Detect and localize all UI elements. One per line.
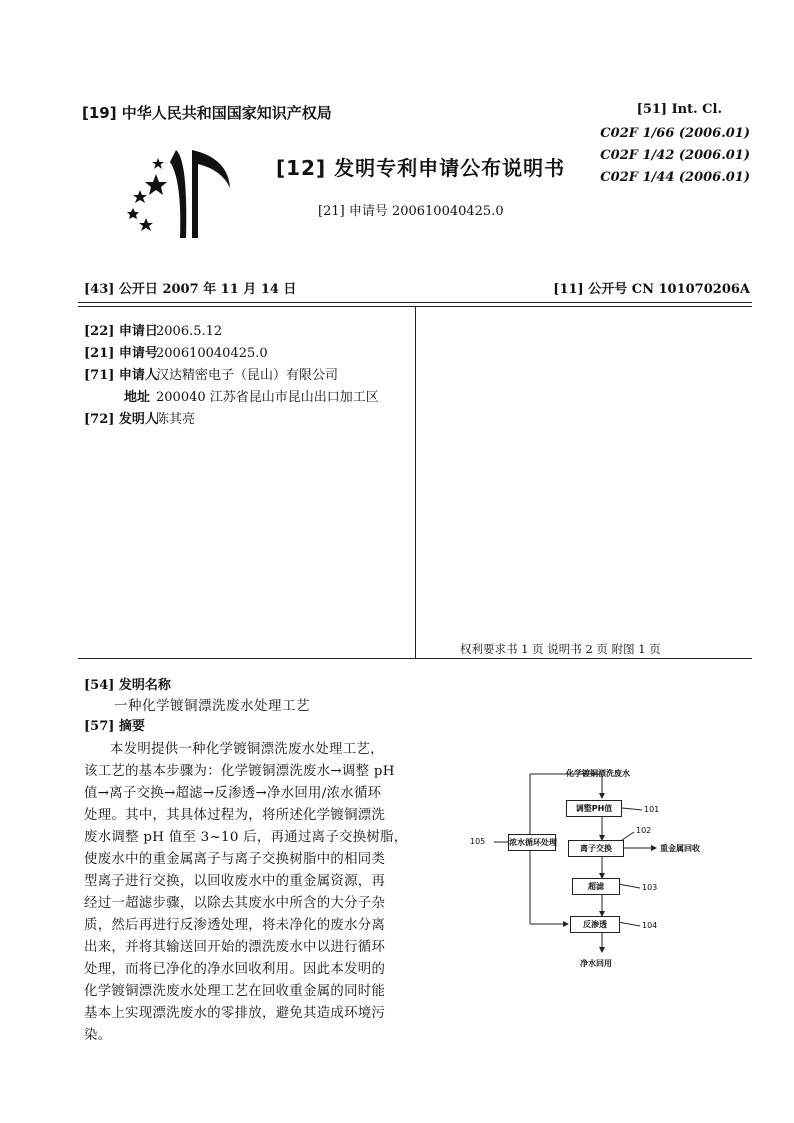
abstract-line: 型离子进行交换，以回收废水中的重金属资源，再 bbox=[84, 874, 386, 889]
star-icon bbox=[145, 174, 167, 195]
flowchart-lines bbox=[470, 760, 750, 975]
star-icon bbox=[152, 158, 164, 169]
applicant-row bbox=[84, 366, 338, 386]
field-value: 汉达精密电子（昆山）有限公司 bbox=[156, 368, 339, 383]
divider bbox=[78, 658, 752, 659]
flow-input-label: 化学镀铜漂洗废水 bbox=[566, 769, 630, 778]
flow-ref-102: 102 bbox=[636, 826, 652, 835]
flow-output-label: 净水回用 bbox=[580, 959, 612, 968]
title-label: [54] 发明名称 bbox=[84, 678, 171, 693]
flow-step-reverse-osmosis: 反渗透 bbox=[570, 916, 620, 933]
ipc-label: [51] Int. Cl. bbox=[636, 102, 722, 117]
field-value: 陈其亮 bbox=[156, 412, 196, 427]
abstract-line: 出来，并将其输送回开始的漂洗废水中以进行循环 bbox=[84, 940, 386, 955]
flow-byproduct-label: 重金属回收 bbox=[660, 844, 700, 853]
inventor-row bbox=[84, 410, 195, 430]
sipo-logo bbox=[118, 140, 248, 250]
ipc-code: C02F 1/42 (2006.01) bbox=[600, 148, 750, 163]
filing-date-row bbox=[84, 322, 222, 342]
flow-ref-103: 103 bbox=[642, 883, 658, 892]
flow-step-ph: 调整PH值 bbox=[566, 800, 622, 817]
ipc-code: C02F 1/44 (2006.01) bbox=[600, 170, 750, 185]
process-flowchart bbox=[470, 760, 750, 975]
divider bbox=[78, 302, 752, 303]
ipc-code: C02F 1/66 (2006.01) bbox=[600, 126, 750, 141]
address-row bbox=[84, 388, 379, 408]
abstract-line: 染。 bbox=[84, 1028, 112, 1043]
field-value: 200040 江苏省昆山市昆山出口加工区 bbox=[156, 390, 379, 405]
star-icon bbox=[133, 190, 147, 203]
abstract-line: 该工艺的基本步骤为：化学镀铜漂洗废水→调整 pH bbox=[84, 764, 395, 779]
abstract-line: 质，然后再进行反渗透处理，将未净化的废水分离 bbox=[84, 918, 386, 933]
star-icon bbox=[127, 208, 139, 219]
field-label: [72] 发明人 bbox=[84, 412, 158, 427]
flow-ref-105: 105 bbox=[470, 837, 486, 846]
field-label: [71] 申请人 bbox=[84, 368, 158, 383]
field-label: [21] 申请号 bbox=[84, 346, 158, 361]
abstract-line: 化学镀铜漂洗废水处理工艺在回收重金属的同时能 bbox=[84, 984, 386, 999]
field-label: [22] 申请日 bbox=[84, 324, 158, 339]
doc-type: [12] 发明专利申请公布说明书 bbox=[276, 156, 566, 180]
flow-step-ion-exchange: 离子交换 bbox=[568, 840, 624, 857]
office-name: [19] 中华人民共和国国家知识产权局 bbox=[82, 104, 332, 122]
flow-ref-101: 101 bbox=[644, 805, 660, 814]
abstract-line: 值→离子交换→超滤→反渗透→净水回用/浓水循环 bbox=[84, 786, 382, 801]
publication-number: [11] 公开号 CN 101070206A bbox=[553, 282, 750, 297]
abstract-line: 本发明提供一种化学镀铜漂洗废水处理工艺， bbox=[110, 742, 384, 757]
publication-date: [43] 公开日 2007 年 11 月 14 日 bbox=[84, 282, 297, 297]
abstract-line: 处理，而将已净化的净水回收利用。因此本发明的 bbox=[84, 962, 386, 977]
abstract-line: 使废水中的重金属离子与离子交换树脂中的相同类 bbox=[84, 852, 386, 867]
field-label: 地址 bbox=[123, 390, 150, 405]
flow-side-box: 浓水循环处理 bbox=[508, 834, 556, 851]
field-value: 200610040425.0 bbox=[156, 346, 268, 361]
application-number-header: [21] 申请号 200610040425.0 bbox=[318, 204, 504, 219]
abstract-label: [57] 摘要 bbox=[84, 719, 145, 734]
flow-ref-104: 104 bbox=[642, 921, 658, 930]
invention-title: 一种化学镀铜漂洗废水处理工艺 bbox=[114, 698, 310, 714]
flow-step-ultrafiltration: 超滤 bbox=[572, 878, 620, 895]
abstract-line: 经过一超滤步骤，以除去其废水中所含的大分子杂 bbox=[84, 896, 386, 911]
field-value: 2006.5.12 bbox=[156, 324, 223, 339]
divider bbox=[415, 306, 416, 658]
application-number-row bbox=[84, 344, 268, 364]
abstract-line: 废水调整 pH 值至 3~10 后，再通过离子交换树脂， bbox=[84, 830, 408, 845]
abstract-line: 基本上实现漂洗废水的零排放，避免其造成环境污 bbox=[84, 1006, 386, 1021]
star-icon bbox=[139, 218, 153, 231]
pages-note: 权利要求书 1 页 说明书 2 页 附图 1 页 bbox=[460, 642, 661, 656]
abstract-line: 处理。其中，其具体过程为，将所述化学镀铜漂洗 bbox=[84, 808, 386, 823]
